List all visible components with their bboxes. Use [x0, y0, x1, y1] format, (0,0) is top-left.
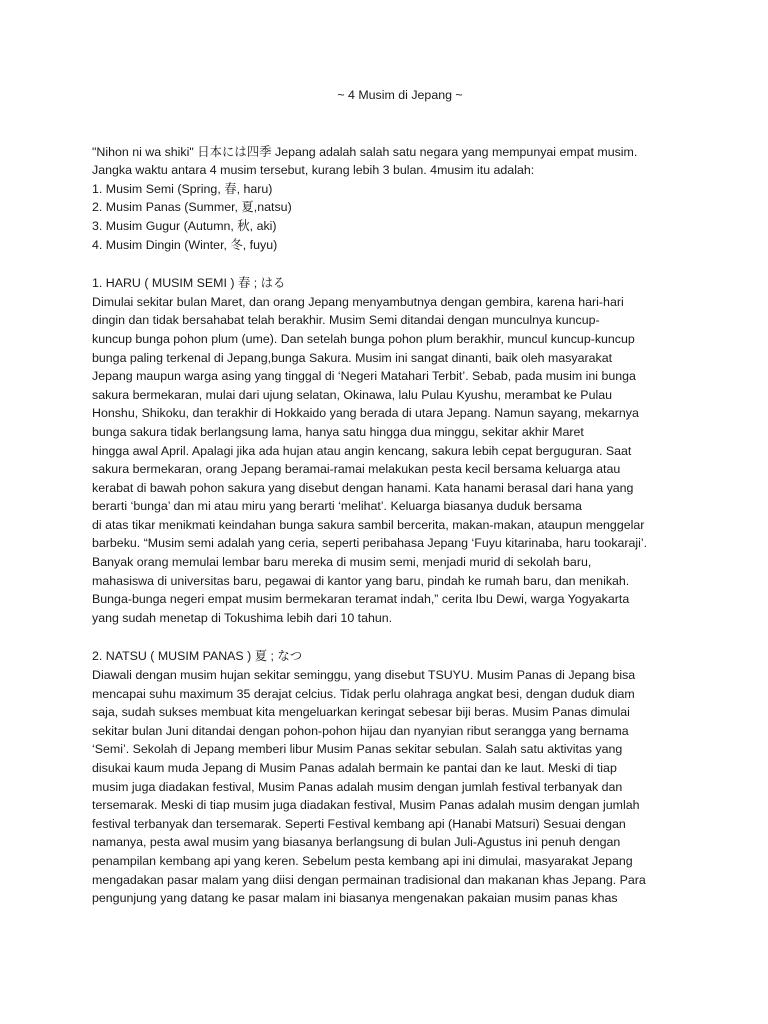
body-line: mahasiswa di universitas baru, pegawai di kantor yang baru, pindah ke rumah baru, dan menikah.: [92, 573, 630, 588]
body-line: festival terbanyak dan tersemarak. Seperti Festival kembang api (Hanabi Matsuri) Sesuai dengan: [92, 816, 626, 831]
spacer: [92, 627, 708, 647]
body-line: mencapai suhu maximum 35 derajat celcius. Tidak perlu olahraga angkat besi, dengan duduk diam: [92, 686, 635, 701]
body-line: kerabat di bawah pohon sakura yang disebut dengan hanami. Kata hanami berasal dari hana yang: [92, 480, 634, 495]
body-line: saja, sudah sukses membuat kita mengeluarkan keringat sebesar biji beras. Musim Panas dimulai: [92, 705, 630, 720]
body-line: mengadakan pasar malam yang diisi dengan permainan tradisional dan makanan khas Jepang. Para: [92, 872, 646, 887]
body-line: berarti ‘bunga’ dan mi atau miru yang berarti ‘melihat’. Keluarga biasanya duduk bersama: [92, 499, 582, 514]
body-line: sakura bermekaran, orang Jepang beramai-ramai melakukan pesta kecil bersama keluarga atau: [92, 462, 621, 477]
body-line: barbeku. “Musim semi adalah yang ceria, seperti peribahasa Jepang ‘Fuyu kitarinaba, haru tookaraji’.: [92, 536, 648, 551]
season-list-item: 4. Musim Dingin (Winter, 冬, fuyu): [92, 237, 278, 252]
body-line: sakura bermekaran, mulai dari ujung selatan, Okinawa, lalu Pulau Kyushu, merambat ke Pulau: [92, 387, 612, 402]
body-line: sekitar bulan Juni ditandai dengan pohon-pohon hijau dan nyanyian ribut serangga yang bernama: [92, 723, 629, 738]
body-line: bunga sakura tidak berlangsung lama, hanya satu hingga dua minggu, sekitar akhir Maret: [92, 424, 584, 439]
body-line: di atas tikar menikmati keindahan bunga sakura sambil bercerita, makan-makan, ataupun menggelar: [92, 517, 645, 532]
body-line: Jepang maupun warga asing yang tinggal di ‘Negeri Matahari Terbit’. Sebab, pada musim ini bunga: [92, 369, 636, 384]
body-line: kuncup bunga pohon plum (ume). Dan setelah bunga pohon plum berakhir, muncul kuncup-kuncup: [92, 331, 635, 346]
body-line: musim juga diadakan festival, Musim Panas adalah musim dengan jumlah festival terbanyak dan: [92, 779, 623, 794]
season-list-item: 1. Musim Semi (Spring, 春, haru): [92, 181, 273, 196]
season-list-item: 2. Musim Panas (Summer, 夏,natsu): [92, 200, 292, 215]
document-title: ~ 4 Musim di Jepang ~: [337, 88, 463, 102]
body-line: bunga paling terkenal di Jepang,bunga Sakura. Musim ini sangat dinanti, baik oleh masyarakat: [92, 350, 613, 365]
section-natsu: [92, 647, 708, 907]
section-heading: 2. NATSU ( MUSIM PANAS ) 夏 ; なつ: [92, 649, 303, 664]
body-line: tersemarak. Meski di tiap musim juga diadakan festival, Musim Panas adalah musim dengan jumlah: [92, 798, 640, 813]
body-line: disukai kaum muda Jepang di Musim Panas adalah bermain ke pantai dan ke laut. Meski di tiap: [92, 761, 617, 775]
section-haru: [92, 274, 708, 627]
body-line: ‘Semi’. Sekolah di Jepang memberi libur Musim Panas sekitar sebulan. Salah satu aktivitas yang: [92, 742, 623, 757]
spacer: [92, 127, 708, 143]
body-line: Banyak orang memulai lembar baru mereka di musim semi, menjadi murid di sekolah baru,: [92, 555, 592, 570]
spacer: [92, 254, 708, 274]
body-line: Diawali dengan musim hujan sekitar seminggu, yang disebut TSUYU. Musim Panas di Jepang bisa: [92, 668, 636, 683]
body-line: penampilan kembang api yang keren. Sebelum pesta kembang api ini dimulai, masyarakat Jepang: [92, 853, 633, 868]
intro-line: Jangka waktu antara 4 musim tersebut, kurang lebih 3 bulan. 4musim itu adalah:: [92, 163, 535, 178]
section-heading: 1. HARU ( MUSIM SEMI ) 春 ; はる: [92, 276, 286, 291]
intro-paragraph: [92, 143, 708, 255]
body-line: hingga awal April. Apalagi jika ada hujan atau angin kencang, sakura lebih cepat berguguran. Saat: [92, 443, 632, 458]
body-line: pengunjung yang datang ke pasar malam ini biasanya mengenakan pakaian musim panas khas: [92, 891, 618, 906]
body-line: dingin dan tidak bersahabat telah berakhir. Musim Semi ditandai dengan munculnya kuncup-: [92, 313, 600, 328]
body-line: namanya, pesta awal musim yang biasanya berlangsung di bulan Juli-Agustus ini penuh dengan: [92, 835, 621, 850]
intro-line: "Nihon ni wa shiki" 日本には四季 Jepang adalah salah satu negara yang mempunyai empat musim.: [92, 144, 638, 159]
body-line: Bunga-bunga negeri empat musim bermekaran teramat indah,” cerita Ibu Dewi, warga Yogyakarta: [92, 592, 630, 607]
body-line: Honshu, Shikoku, dan terakhir di Hokkaido yang berada di utara Jepang. Namun sayang, mekarnya: [92, 406, 639, 421]
body-line: yang sudah menetap di Tokushima lebih dari 10 tahun.: [92, 610, 393, 625]
season-list-item: 3. Musim Gugur (Autumn, 秋, aki): [92, 218, 277, 233]
body-line: Dimulai sekitar bulan Maret, dan orang Jepang menyambutnya dengan gembira, karena hari-hari: [92, 294, 624, 309]
